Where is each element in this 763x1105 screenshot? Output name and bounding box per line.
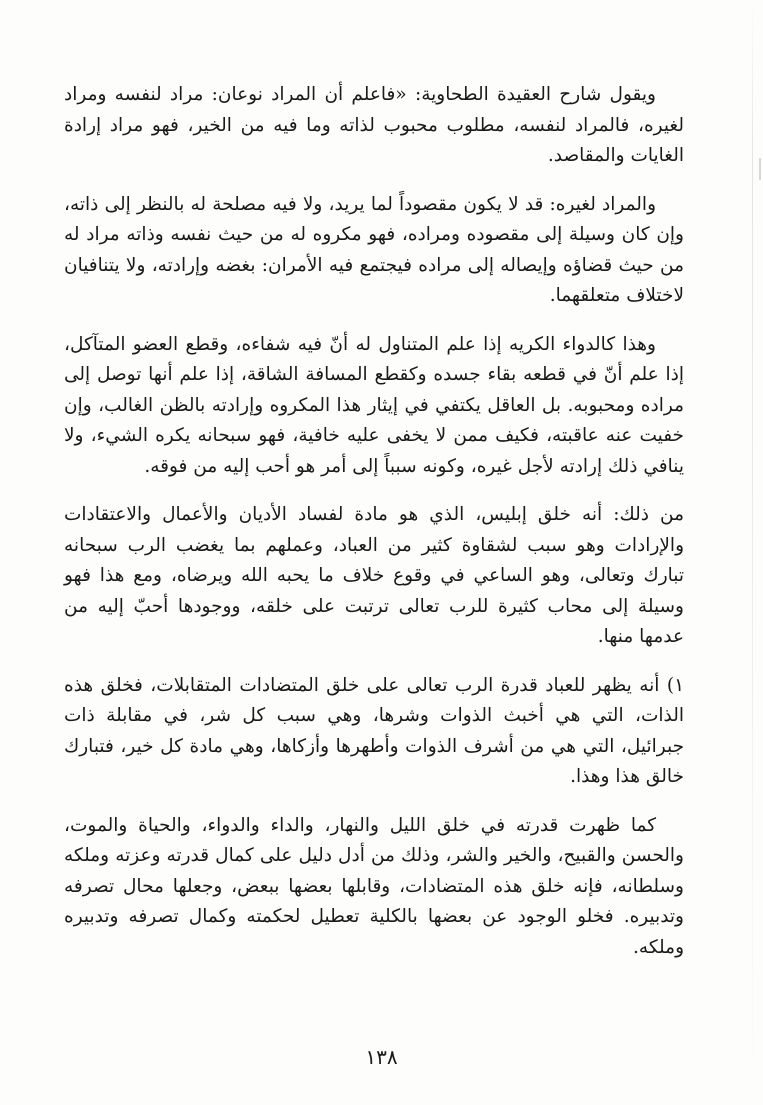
paragraph-4: من ذلك: أنه خلق إبليس، الذي هو مادة لفساد الأديان والأعمال والاعتقادات والإرادات وهو سبب لشقاوة كثير من العباد، وعملهم بما يغضب الرب سبحانه تبارك وتعالى، وهو الساعي في وقوع خلاف ما يحبه الله ويرضاه، ومع هذا فهو وسيلة إلى محاب كثيرة للرب تعالى ترتبت على خلقه، ووجودها أحبّ إليه من عدمها منها. [64,504,684,647]
paragraph-6: كما ظهرت قدرته في خلق الليل والنهار، والداء والدواء، والحياة والموت، والحسن والقبيح، والخير والشر، وذلك من أدل دليل على كمال قدرته وعزته وملكه وسلطانه، فإنه خلق هذه المتضادات، وقابلها بعضها ببعض، وجعلها محال تصرفه وتدبيره. فخلو الوجود عن بعضها بالكلية تعطيل لحكمته وكمال تصرفه وتدبيره وملكه. [64,814,684,958]
body-text [64,80,684,981]
paragraph-1: ويقول شارح العقيدة الطحاوية: «فاعلم أن المراد نوعان: مراد لنفسه ومراد لغيره، فالمراد لنفسه، مطلوب محبوب لذاته وما فيه من الخير، فهو مراد إرادة الغايات والمقاصد. [64,84,684,166]
scan-mark [759,158,761,180]
paragraph-3: وهذا كالدواء الكريه إذا علم المتناول له أنّ فيه شفاءه، وقطع العضو المتآكل، إذا علم أنّ في قطعه بقاء جسده وكقطع المسافة الشاقة، إذا علم أنها توصل إلى مراده ومحبوبه. بل العاقل يكتفي في إيثار هذا المكروه وإرادته بالظن الغالب، وإن خفيت عنه عاقبته، فكيف ممن لا يخفى عليه خافية، فهو سبحانه يكره الشيء، ولا ينافي ذلك إرادته لأجل غيره، وكونه سبباً إلى أمر هو أحب إليه من فوقه. [64,333,684,477]
paragraph-5: ١) أنه يظهر للعباد قدرة الرب تعالى على خلق المتضادات المتقابلات، فخلق هذه الذات، التي هي أخبث الذوات وشرها، وهي سبب كل شر، في مقابلة ذات جبرائيل، التي هي من أشرف الذوات وأطهرها وأزكاها، وهي مادة كل خير، فتبارك خالق هذا وهذا. [64,674,684,787]
page-number: ١٣٨ [365,1045,398,1069]
scan-edge-shadow [752,0,753,1105]
paragraph-2: والمراد لغيره: قد لا يكون مقصوداً لما يريد، ولا فيه مصلحة له بالنظر إلى ذاته، وإن كان وسيلة إلى مقصوده ومراده، فهو مكروه له من حيث نفسه وذاته مراد له من حيث قضاؤه وإيصاله إلى مراده فيجتمع فيه الأمران: بغضه وإرادته، ولا يتنافيان لاختلاف متعلقهما. [64,193,684,306]
